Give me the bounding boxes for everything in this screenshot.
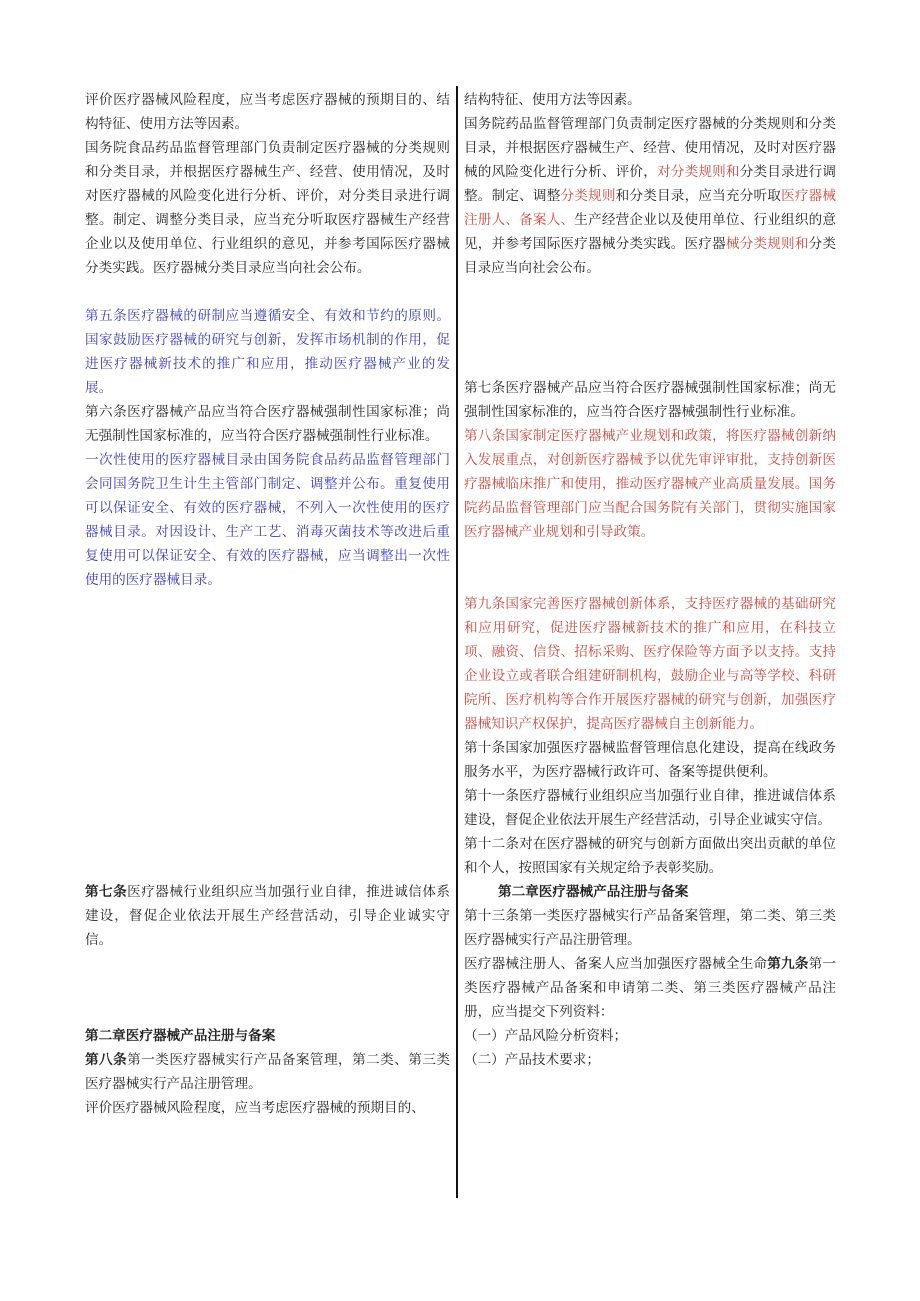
right-article-9-head: 第九条 [767, 956, 809, 972]
left-disposable-devices: 一次性使用的医疗器械目录由国务院食品药品监督管理部门会同国务院卫生计生主管部门制定、调整并公布。重复使用可以保证安全、有效的医疗器械，不列入一次性使用的医疗器械目录。对因设计、生产工艺、消毒灭菌技术等改进后重复使用可以保证安全、有效的医疗器械，应当调整出一次性使用的医疗器械目录。 [85, 452, 450, 588]
left-paragraph-1: 评价医疗器械风险程度，应当考虑医疗器械的预期目的、结构特征、使用方法等因素。 [85, 92, 450, 132]
left-article-6: 第六条医疗器械产品应当符合医疗器械强制性国家标准；尚无强制性国家标准的，应当符合医疗器械强制性行业标准。 [85, 404, 450, 444]
left-column [85, 88, 450, 1120]
left-article-7: 第七条医疗器械行业组织应当加强行业自律，推进诚信体系建设，督促企业依法开展生产经营活动，引导企业诚实守信。 [85, 884, 451, 948]
right-article-8: 第八条国家制定医疗器械产业规划和政策，将医疗器械创新纳入发展重点，对创新医疗器械予以优先审评审批，支持创新医疗器械临床推广和使用，推动医疗器械产业高质量发展。国务院药品监督管理部门应当配合国务院有关部门，贯彻实施国家医疗器械产业规划和引导政策。 [464, 428, 836, 540]
left-paragraph-2: 国务院食品药品监督管理部门负责制定医疗器械的分类规则和分类目录，并根据医疗器械生产、经营、使用情况，及时对医疗器械的风险变化进行分析、评价，对分类目录进行调整。制定、调整分类目录，应当充分听取医疗器械生产经营企业以及使用单位、行业组织的意见，并参考国际医疗器械分类实践。医疗器械分类目录应当向社会公布。 [85, 140, 450, 276]
right-article-13: 第十三条第一类医疗器械实行产品备案管理，第二类、第三类医疗器械实行产品注册管理。 [464, 908, 836, 948]
left-article-8: 第八条第一类医疗器械实行产品备案管理，第二类、第三类医疗器械实行产品注册管理。 [85, 1052, 451, 1092]
right-article-7: 第七条医疗器械产品应当符合医疗器械强制性国家标准；尚无强制性国家标准的，应当符合医疗器械强制性行业标准。 [464, 380, 836, 420]
right-article-9: 第九条国家完善医疗器械创新体系，支持医疗器械的基础研究和应用研究，促进医疗器械新技术的推广和应用，在科技立项、融资、信贷、招标采购、医疗保险等方面予以支持。支持企业设立或者联合组建研制机构，鼓励企业与高等学校、科研院所、医疗机构等合作开展医疗器械的研究与创新，加强医疗器械知识产权保护，提高医疗器械自主创新能力。 [464, 596, 836, 732]
right-paragraph-1: 结构特征、使用方法等因素。 [464, 92, 641, 108]
right-registrant-paragraph: 医疗器械注册人、备案人应当加强医疗器械全生命第九条第一类医疗器械产品备案和申请第二类、第三类医疗器械产品注册，应当提交下列资料： [464, 956, 837, 1020]
right-list-item-2: （二）产品技术要求； [464, 1052, 600, 1068]
right-article-11: 第十一条医疗器械行业组织应当加强行业自律，推进诚信体系建设，督促企业依法开展生产经营活动，引导企业诚实守信。 [464, 788, 836, 828]
left-article-7-head: 第七条 [85, 884, 128, 900]
left-paragraph-end: 评价医疗器械风险程度，应当考虑医疗器械的预期目的、 [85, 1100, 425, 1116]
right-list-item-1: （一）产品风险分析资料； [464, 1028, 628, 1044]
left-chapter-2-heading: 第二章医疗器械产品注册与备案 [85, 1028, 276, 1044]
right-chapter-2-heading: 第二章医疗器械产品注册与备案 [498, 884, 689, 900]
left-article-8-head: 第八条 [85, 1052, 128, 1068]
right-article-12: 第十二条对在医疗器械的研究与创新方面做出突出贡献的单位和个人，按照国家有关规定给予表彰奖励。 [464, 836, 836, 876]
column-divider [456, 86, 458, 1198]
right-article-10: 第十条国家加强医疗器械监督管理信息化建设，提高在线政务服务水平，为医疗器械行政许可、备案等提供便利。 [464, 740, 836, 780]
right-column [464, 88, 836, 1072]
right-paragraph-2: 国务院药品监督管理部门负责制定医疗器械的分类规则和分类目录，并根据医疗器械生产、经营、使用情况，及时对医疗器械的风险变化进行分析、评价，对分类规则和分类目录进行调整。制定、调整分类规则和分类目录，应当充分听取医疗器械注册人、备案人、生产经营企业以及使用单位、行业组织的意见，并参考国际医疗器械分类实践。医疗器械分类规则和分类目录应当向社会公布。 [464, 116, 837, 276]
left-article-5: 第五条医疗器械的研制应当遵循安全、有效和节约的原则。国家鼓励医疗器械的研究与创新，发挥市场机制的作用，促进医疗器械新技术的推广和应用，推动医疗器械产业的发展。 [85, 308, 450, 396]
